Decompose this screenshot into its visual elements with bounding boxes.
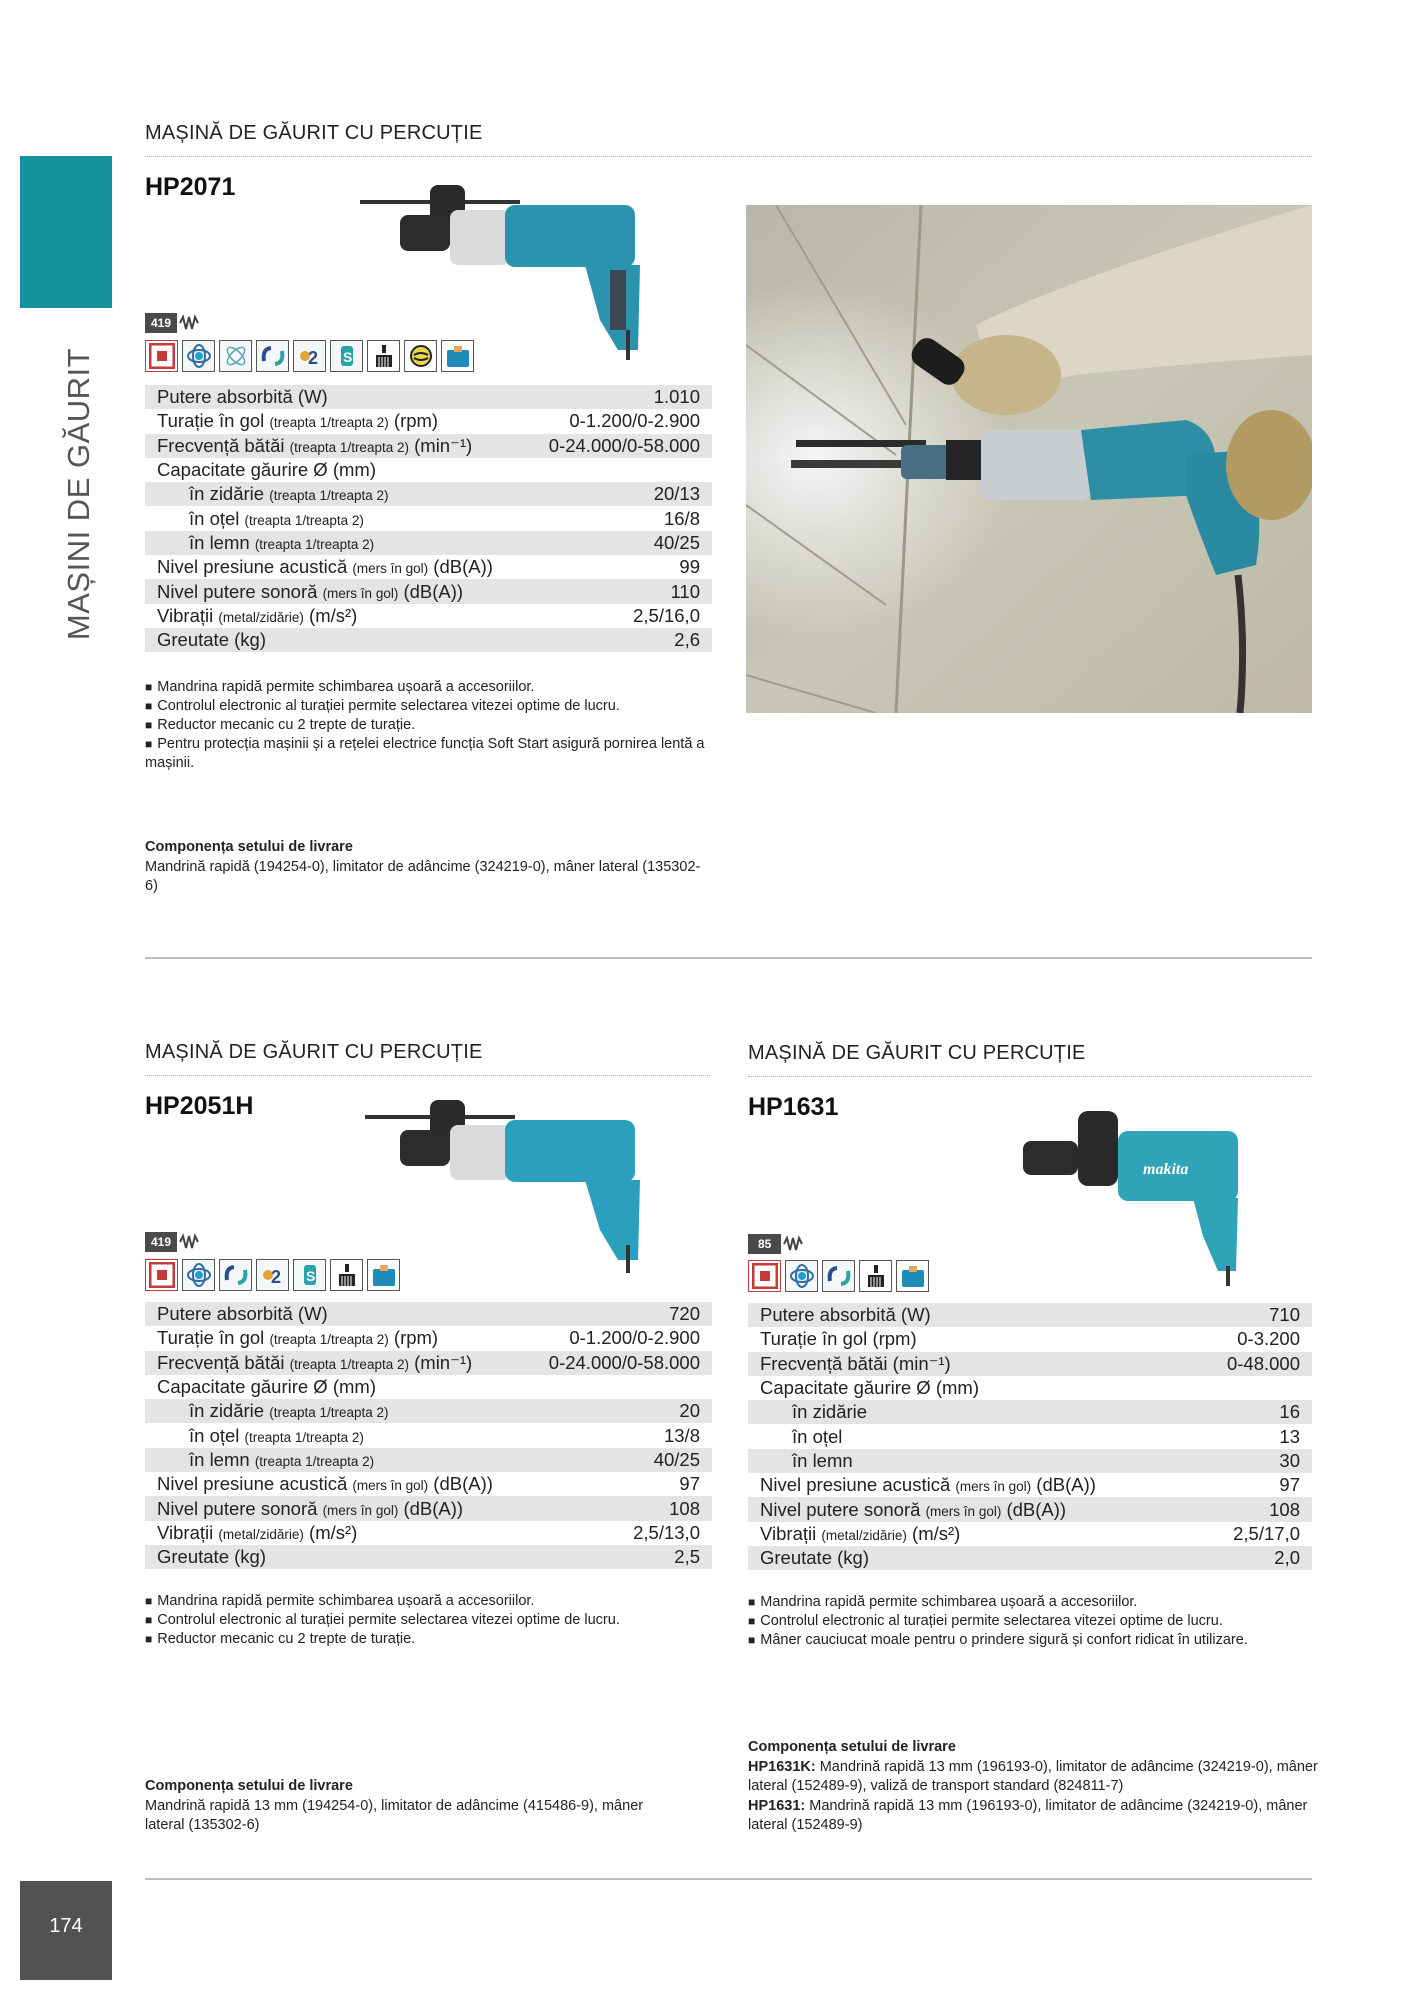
- torque-icon: [182, 1259, 215, 1291]
- spec-row: Nivel presiune acustică (mers în gol) (dB(A)) 97: [760, 1474, 1300, 1496]
- feature-icons: [145, 340, 474, 372]
- spec-row: Greutate (kg) 2,5: [145, 1545, 712, 1569]
- feature-item: ■ Mandrina rapidă permite schimbarea ușoară a accesoriilor.: [145, 678, 712, 697]
- spec-row: Putere absorbită (W) 1.010: [145, 385, 712, 409]
- reverse-rotation-icon: [219, 1259, 252, 1291]
- product-category: MAȘINĂ DE GĂURIT CU PERCUȚIE: [748, 1042, 1086, 1064]
- product-model: HP1631: [748, 1093, 839, 1121]
- svg-text:makita: makita: [1143, 1161, 1189, 1178]
- specs-table: [145, 385, 712, 652]
- vibration-icon: [219, 340, 252, 372]
- dotted-rule: [748, 1076, 1312, 1077]
- case-icon: [441, 340, 474, 372]
- spec-row: Nivel presiune acustică (mers în gol) (dB(A)) 99: [157, 556, 700, 578]
- specs-table: [748, 1303, 1312, 1570]
- drill-product-image: [1023, 1106, 1253, 1286]
- drill-bit-icon: [179, 1232, 199, 1252]
- spec-row: Capacitate găurire Ø (mm): [157, 459, 376, 481]
- kit-line: HP1631K: Mandrină rapidă 13 mm (196193-0), limitator de adâncime (324219-0), mâner lateral (152489-9), valiză de transport standard (824811-7): [748, 1758, 1318, 1794]
- section-title-vertical: MAȘINI DE GĂURIT: [61, 347, 96, 641]
- spec-row: în lemn (treapta 1/treapta 2) 40/25: [145, 531, 712, 555]
- dotted-rule: [145, 1075, 710, 1076]
- page-number: 174: [20, 1881, 112, 1980]
- section-divider: [145, 957, 1312, 959]
- electronic-speed-icon: [145, 1259, 178, 1291]
- spec-row: Vibrații (metal/zidărie) (m/s²) 2,5/17,0: [760, 1522, 1300, 1544]
- case-icon: [896, 1260, 929, 1292]
- svg-text:2: 2: [307, 348, 318, 368]
- spec-row: în oțel (treapta 1/treapta 2) 13/8: [189, 1424, 700, 1446]
- spec-row: Turație în gol (rpm) 0-3.200: [760, 1328, 1300, 1350]
- feature-item: ■ Controlul electronic al turației permite selectarea vitezei optime de lucru.: [748, 1612, 1308, 1631]
- kit-title: Componența setului de livrare: [145, 1778, 353, 1794]
- feature-list: [145, 678, 712, 773]
- spec-row: Putere absorbită (W) 720: [145, 1302, 712, 1326]
- feature-list: [145, 1592, 712, 1649]
- brush-icon: [367, 340, 400, 372]
- delivery-kit: [748, 1738, 1318, 1836]
- two-speed-gear-icon: [293, 340, 326, 372]
- spec-row: Nivel putere sonoră (mers în gol) (dB(A)) 110: [145, 579, 712, 603]
- svg-text:S: S: [305, 1268, 315, 1284]
- spec-row: Capacitate găurire Ø (mm): [157, 1376, 376, 1398]
- spec-row: în oțel (treapta 1/treapta 2) 16/8: [189, 507, 700, 529]
- two-speed-gear-icon: [256, 1259, 289, 1291]
- bit-count-badge: 419: [145, 313, 199, 333]
- feature-item: ■ Reductor mecanic cu 2 trepte de turație.: [145, 1630, 712, 1649]
- reverse-rotation-icon: [256, 340, 289, 372]
- kit-title: Componența setului de livrare: [145, 839, 353, 855]
- soft-start-icon: [293, 1259, 326, 1291]
- spec-row: în lemn 30: [748, 1449, 1312, 1473]
- electronic-speed-icon: [748, 1260, 781, 1292]
- kit-text: Mandrină rapidă (194254-0), limitator de adâncime (324219-0), mâner lateral (135302-6): [145, 858, 701, 894]
- spec-row: Turație în gol (treapta 1/treapta 2) (rpm) 0-1.200/0-2.900: [157, 410, 700, 432]
- feature-item: ■ Mandrina rapidă permite schimbarea ușoară a accesoriilor.: [748, 1593, 1308, 1612]
- product-category: MAȘINĂ DE GĂURIT CU PERCUȚIE: [145, 1041, 483, 1063]
- product-hp2071: [145, 118, 712, 908]
- spec-row: Vibrații (metal/zidărie) (m/s²) 2,5/13,0: [157, 1521, 700, 1543]
- specs-table: [145, 1302, 712, 1569]
- spec-row: Greutate (kg) 2,0: [748, 1546, 1312, 1570]
- kit-line: HP1631: Mandrină rapidă 13 mm (196193-0), limitator de adâncime (324219-0), mâner lateral (152489-9): [748, 1797, 1308, 1833]
- spec-row: Greutate (kg) 2,6: [145, 628, 712, 652]
- spec-row: în lemn (treapta 1/treapta 2) 40/25: [145, 1448, 712, 1472]
- footer-divider: [145, 1878, 1312, 1880]
- section-color-tab: [20, 156, 112, 308]
- spec-row: Nivel presiune acustică (mers în gol) (dB(A)) 97: [157, 1473, 700, 1495]
- feature-item: ■ Mandrina rapidă permite schimbarea ușoară a accesoriilor.: [145, 1592, 712, 1611]
- product-hp2051h: [145, 1037, 712, 1837]
- spec-row: Putere absorbită (W) 710: [748, 1303, 1312, 1327]
- product-model: HP2071: [145, 173, 236, 201]
- soft-start-icon: [330, 340, 363, 372]
- case-icon: [367, 1259, 400, 1291]
- drill-product-image: [360, 180, 670, 360]
- kit-text: Mandrină rapidă 13 mm (194254-0), limitator de adâncime (415486-9), mâner lateral (135302-6): [145, 1797, 644, 1833]
- spec-row: Capacitate găurire Ø (mm): [760, 1377, 979, 1399]
- spec-row: în zidărie 16: [748, 1400, 1312, 1424]
- feature-item: ■ Pentru protecția mașinii și a rețelei electrice funcția Soft Start asigură pornirea lentă a mașinii.: [145, 735, 712, 773]
- svg-text:2: 2: [270, 1267, 281, 1287]
- feature-icons: [145, 1259, 400, 1291]
- drill-bit-icon: [179, 313, 199, 333]
- drill-in-use-illustration: [746, 205, 1312, 713]
- product-hp1631: [748, 1038, 1318, 1838]
- dotted-rule: [145, 156, 1312, 157]
- spec-row: Vibrații (metal/zidărie) (m/s²) 2,5/16,0: [157, 604, 700, 626]
- spec-row: Nivel putere sonoră (mers în gol) (dB(A)) 108: [145, 1496, 712, 1520]
- feature-item: ■ Mâner cauciucat moale pentru o prindere sigură și confort ridicat în utilizare.: [748, 1631, 1308, 1650]
- drill-bit-icon: [783, 1234, 803, 1254]
- reverse-rotation-icon: [822, 1260, 855, 1292]
- spec-row: Frecvență bătăi (treapta 1/treapta 2) (min⁻¹) 0-24.000/0-58.000: [145, 1351, 712, 1375]
- spec-row: în zidărie (treapta 1/treapta 2) 20/13: [145, 482, 712, 506]
- torque-icon: [182, 340, 215, 372]
- svg-text:S: S: [342, 349, 352, 365]
- brush-icon: [330, 1259, 363, 1291]
- feature-list: [748, 1593, 1308, 1650]
- kit-title: Componența setului de livrare: [748, 1739, 956, 1755]
- delivery-kit: [145, 838, 712, 897]
- spec-row: în zidărie (treapta 1/treapta 2) 20: [145, 1399, 712, 1423]
- drill-product-image: [365, 1095, 665, 1275]
- feature-item: ■ Controlul electronic al turației permite selectarea vitezei optime de lucru.: [145, 1611, 712, 1630]
- brush-icon: [859, 1260, 892, 1292]
- electronic-speed-icon: [145, 340, 178, 372]
- feature-item: ■ Reductor mecanic cu 2 trepte de turație.: [145, 716, 712, 735]
- spec-row: Frecvență bătăi (min⁻¹) 0-48.000: [748, 1352, 1312, 1376]
- torque-icon: [785, 1260, 818, 1292]
- feature-item: ■ Controlul electronic al turației permite selectarea vitezei optime de lucru.: [145, 697, 712, 716]
- spec-row: Turație în gol (treapta 1/treapta 2) (rpm) 0-1.200/0-2.900: [157, 1327, 700, 1349]
- spec-row: Nivel putere sonoră (mers în gol) (dB(A)) 108: [748, 1497, 1312, 1521]
- spec-row: Frecvență bătăi (treapta 1/treapta 2) (min⁻¹) 0-24.000/0-58.000: [145, 434, 712, 458]
- delivery-kit: [145, 1777, 685, 1836]
- super-joint-icon: [404, 340, 437, 372]
- product-model: HP2051H: [145, 1092, 254, 1120]
- product-category: MAȘINĂ DE GĂURIT CU PERCUȚIE: [145, 122, 483, 144]
- spec-row: în oțel 13: [792, 1425, 1300, 1447]
- bit-count-badge: 419: [145, 1232, 199, 1252]
- bit-count-badge: 85: [748, 1234, 803, 1254]
- product-in-use-photo: [746, 205, 1312, 713]
- feature-icons: [748, 1260, 929, 1292]
